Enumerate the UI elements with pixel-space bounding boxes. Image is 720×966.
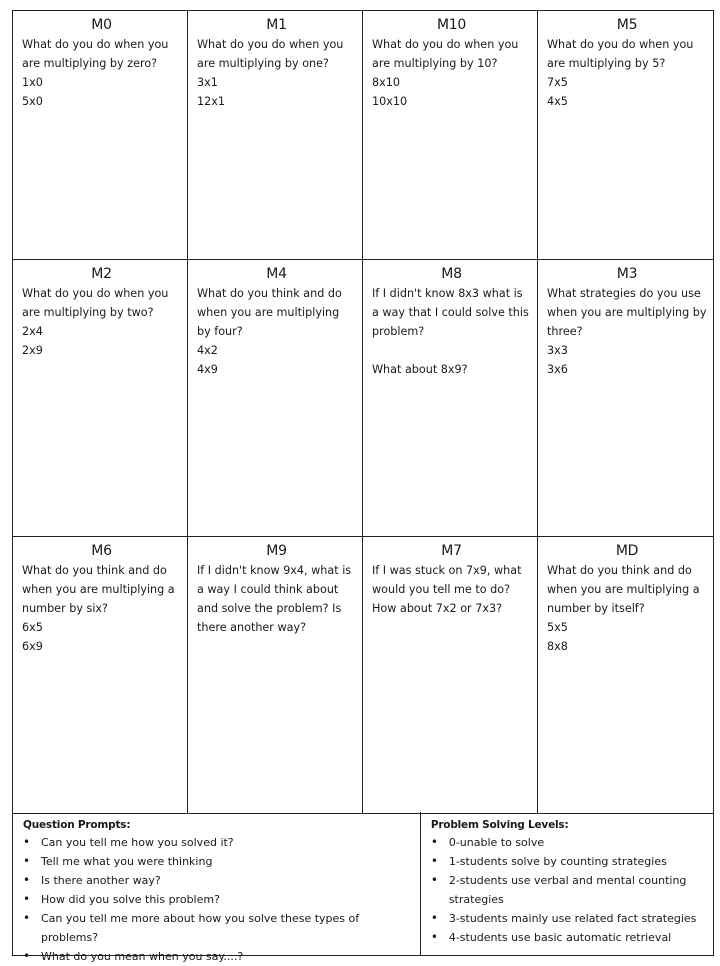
card-row (13, 11, 713, 260)
card-code: M2 (91, 266, 112, 282)
card-example: 3x3 (547, 344, 568, 357)
card-code: M6 (91, 543, 112, 559)
card-question: If I didn't know 9x4, what is a way I could think about and solve the problem? Is there another way? (197, 564, 352, 634)
question-prompts-panel (13, 812, 421, 963)
card-code: M5 (616, 17, 638, 33)
card-question: What do you think and do when you are multiplying by four? (197, 287, 342, 338)
card-question: What do you do when you are multiplying by 10? (372, 38, 519, 70)
card-code: M1 (266, 17, 287, 33)
card-m2 (13, 260, 188, 536)
card-question: What do you think and do when you are multiplying a number by six? (22, 564, 175, 615)
card-question: What do you think and do when you are multiplying a number by itself? (547, 564, 700, 615)
card-example: 6x9 (22, 640, 43, 653)
card-example: 8x10 (372, 76, 400, 89)
list-item: • What do you mean when you say....? (23, 947, 412, 966)
list-item: • 1-students solve by counting strategies (431, 852, 705, 871)
card-example: 4x2 (197, 344, 218, 357)
card-code: M4 (266, 266, 287, 282)
list-item: • 2-students use verbal and mental counting strategies (431, 871, 705, 909)
card-m0 (13, 11, 188, 259)
card-question: What strategies do you use when you are multiplying by three? (547, 287, 707, 338)
card-code: MD (615, 543, 639, 559)
card-example: 2x4 (22, 325, 43, 338)
card-example: 2x9 (22, 344, 43, 357)
card-question: If I was stuck on 7x9, what would you tell me to do? How about 7x2 or 7x3? (372, 564, 522, 615)
card-m3 (538, 260, 713, 536)
card-example: 3x6 (547, 363, 568, 376)
card-m1 (188, 11, 363, 259)
card-example: What about 8x9? (372, 363, 468, 376)
card-m10 (363, 11, 538, 259)
card-m7 (363, 537, 538, 813)
list-item: • 0-unable to solve (431, 833, 705, 852)
card-example: 1x0 (22, 76, 43, 89)
card-example: 12x1 (197, 95, 225, 108)
card-row (13, 537, 713, 813)
question-prompts-title: Question Prompts: (23, 819, 131, 831)
card-example: 5x5 (547, 621, 568, 634)
card-grid (12, 10, 714, 814)
card-question: If I didn't know 8x3 what is a way that I could solve this problem? (372, 287, 529, 338)
card-m5 (538, 11, 713, 259)
card-code: M8 (441, 266, 462, 282)
card-question: What do you do when you are multiplying by zero? (22, 38, 169, 70)
list-item: • 3-students mainly use related fact strategies (431, 909, 705, 928)
card-code: M10 (437, 17, 466, 33)
card-code: M9 (266, 543, 287, 559)
worksheet (12, 10, 714, 963)
card-code: M3 (616, 266, 638, 282)
problem-solving-levels-panel (421, 812, 713, 955)
card-m8 (363, 260, 538, 536)
card-question: What do you do when you are multiplying by two? (22, 287, 169, 319)
problem-solving-levels-list (431, 833, 705, 947)
question-prompts-list (23, 833, 412, 966)
problem-solving-levels-title: Problem Solving Levels: (430, 819, 569, 831)
card-md (538, 537, 713, 813)
list-item: • How did you solve this problem? (23, 890, 412, 909)
card-example: 4x5 (547, 95, 568, 108)
card-example: 7x5 (547, 76, 568, 89)
list-item: • Tell me what you were thinking (23, 852, 412, 871)
card-question: What do you do when you are multiplying by one? (197, 38, 344, 70)
card-example: 8x8 (547, 640, 568, 653)
card-example: 3x1 (197, 76, 218, 89)
list-item: • 4-students use basic automatic retrieval (431, 928, 705, 947)
card-example: 4x9 (197, 363, 218, 376)
card-example: 6x5 (22, 621, 43, 634)
card-m6 (13, 537, 188, 813)
list-item: • Is there another way? (23, 871, 412, 890)
reference-panels (12, 812, 714, 963)
card-code: M0 (91, 17, 112, 33)
card-m9 (188, 537, 363, 813)
card-row (13, 260, 713, 537)
card-code: M7 (441, 543, 462, 559)
card-m4 (188, 260, 363, 536)
card-example-spacer (372, 341, 531, 360)
card-example: 5x0 (22, 95, 43, 108)
card-question: What do you do when you are multiplying by 5? (547, 38, 694, 70)
list-item: • Can you tell me how you solved it? (23, 833, 412, 852)
list-item: • Can you tell me more about how you solve these types of problems? (23, 909, 412, 947)
card-example: 10x10 (372, 95, 408, 108)
